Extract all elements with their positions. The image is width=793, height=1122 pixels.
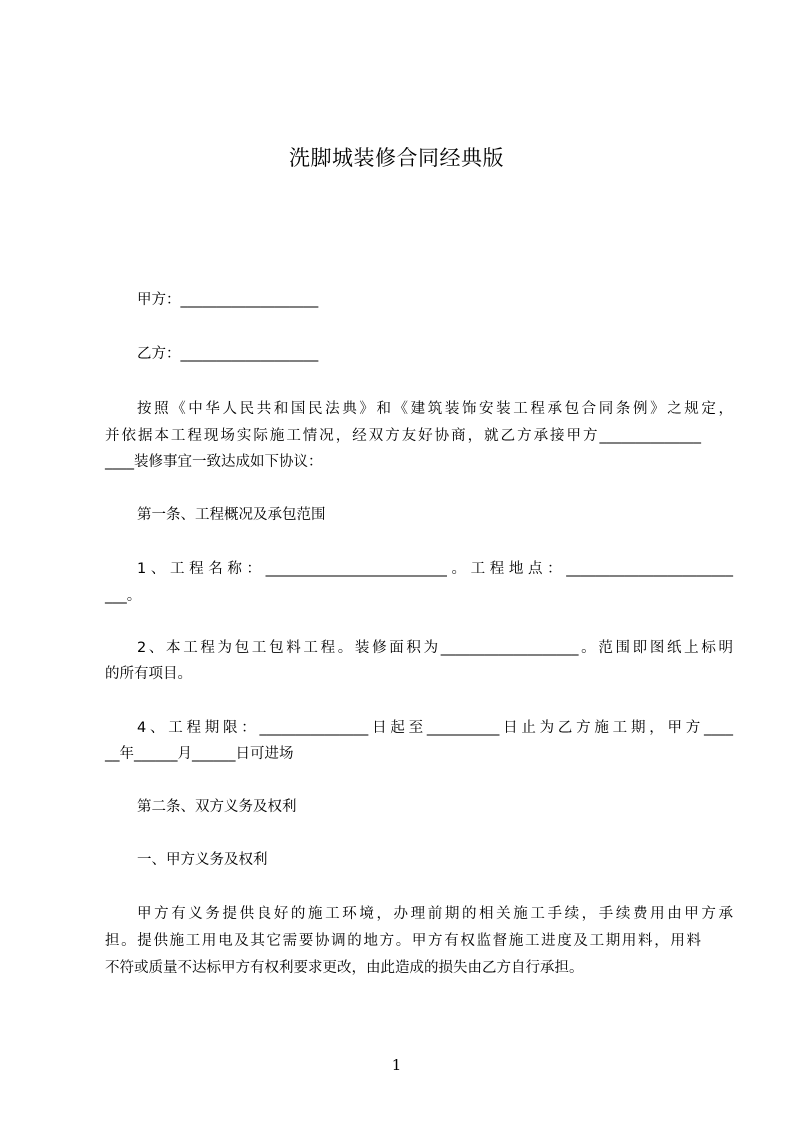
article-2-heading: 第二条、双方义务及权利 [137, 799, 297, 815]
preamble-line-3: ____装修事宜一致达成如下协议： [105, 454, 323, 470]
clause-2-line-1: 2、本工程为包工包料工程。装修面积为___________________。范围即图纸上标明 [137, 640, 733, 656]
clause-1-line-1: 1、工程名称：_________________________。工程地点：_______________________ [137, 561, 733, 577]
clause-1-line-2: ___。 [105, 588, 142, 604]
document-title: 洗脚城装修合同经典版 [289, 146, 504, 170]
party-a-line: 甲方：___________________ [137, 292, 319, 308]
section-a-body-line-1: 甲方有义务提供良好的施工环境，办理前期的相关施工手续，手续费用由甲方承 [137, 906, 733, 922]
clause-4-line-2: __年______月______日可进场 [105, 746, 294, 762]
preamble-line-2: 并依据本工程现场实际施工情况，经双方友好协商，就乙方承接甲方______________ [105, 428, 701, 444]
clause-2-line-2: 的所有项目。 [105, 666, 192, 682]
article-1-heading: 第一条、工程概况及承包范围 [137, 507, 326, 523]
preamble-line-1: 按照《中华人民共和国民法典》和《建筑装饰安装工程承包合同条例》之规定， [137, 401, 733, 417]
section-a-heading: 一、甲方义务及权利 [137, 852, 268, 868]
clause-4-line-1: 4、工程期限：_______________日起至__________日止为乙方施工期，甲方____ [137, 720, 733, 736]
party-b-line: 乙方：___________________ [137, 346, 319, 362]
section-a-body-line-2: 担。提供施工用电及其它需要协调的地方。甲方有权监督施工进度及工期用料，用料 [105, 933, 701, 949]
section-a-body-line-3: 不符或质量不达标甲方有权利要求更改，由此造成的损失由乙方自行承担。 [105, 960, 584, 976]
page-number: 1 [391, 1056, 402, 1074]
